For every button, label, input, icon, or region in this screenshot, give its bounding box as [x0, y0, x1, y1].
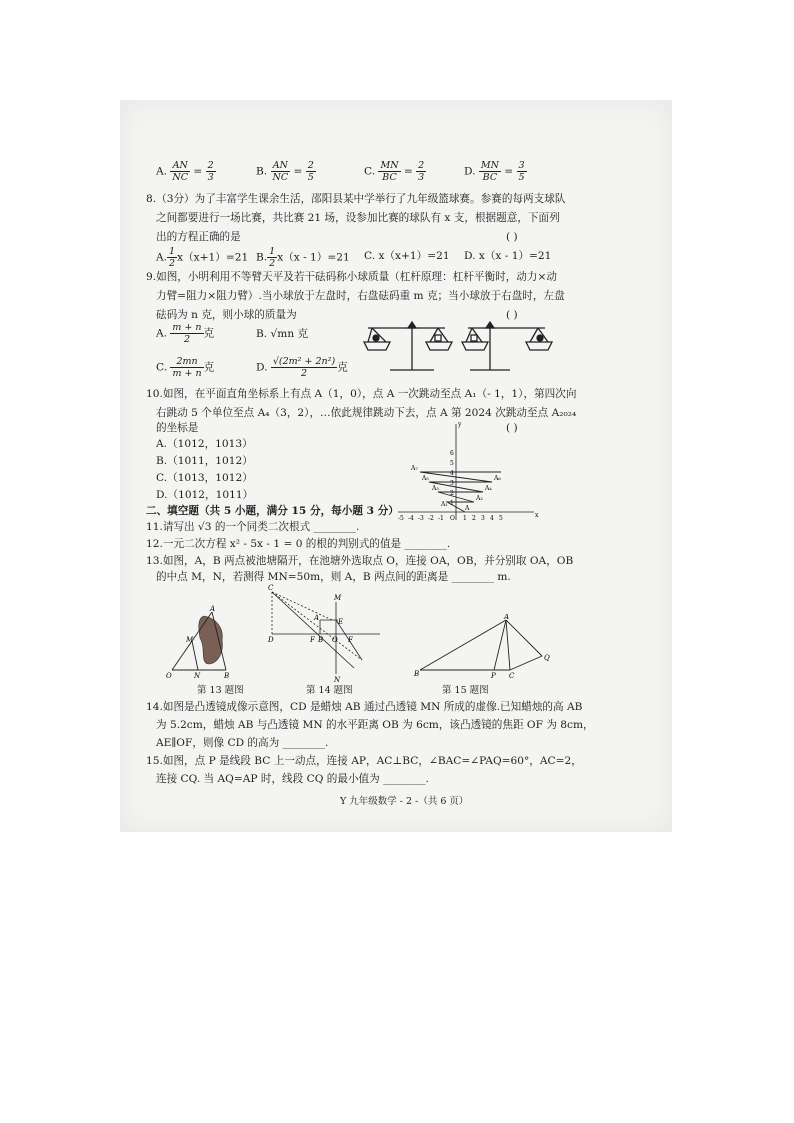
- q7-option-c: C. $\frac{MN}{BC}$ = $\frac{2}{3}$: [364, 160, 425, 183]
- q10-option-a: A.（1012，1013）: [156, 438, 253, 450]
- svg-text:E: E: [338, 618, 344, 626]
- q10-answer-paren: ( ): [506, 422, 518, 434]
- svg-text:F: F: [310, 636, 315, 644]
- svg-text:Q: Q: [544, 654, 550, 662]
- q10-option-d: D.（1012，1011）: [156, 489, 254, 501]
- svg-text:M: M: [334, 594, 342, 602]
- q11: 11.请写出 √3 的一个同类二次根式 ________.: [146, 521, 360, 533]
- y-tick: 5: [450, 460, 454, 467]
- q7-option-b: B. $\frac{AN}{NC}$ = $\frac{2}{5}$: [256, 160, 314, 183]
- figure-13: [160, 604, 250, 680]
- svg-text:P: P: [491, 672, 496, 680]
- svg-text:C: C: [268, 584, 274, 592]
- q12: 12.一元二次方程 x² - 5x - 1 = 0 的根的判别式的值是 ________.: [146, 538, 451, 550]
- q8-line-3: 出的方程正确的是: [156, 231, 241, 243]
- x-tick: 3: [481, 515, 485, 522]
- x-tick: 1: [463, 515, 467, 522]
- q8-option-b: B. $\frac{1}{2}$ x（x - 1）=21: [256, 246, 350, 269]
- figure-14-caption: 第 14 题图: [306, 685, 353, 696]
- figure-13-caption: 第 13 题图: [197, 685, 244, 696]
- x-tick: 5: [499, 515, 503, 522]
- y-tick: 3: [450, 480, 454, 487]
- svg-text:B: B: [318, 636, 324, 644]
- svg-text:A: A: [504, 614, 510, 621]
- q8-option-c: C. x（x+1）=21: [364, 250, 450, 262]
- q9-option-d: D. $\frac{\text{√(2m² + 2n²)}}{2}$ 克: [256, 356, 348, 379]
- svg-text:A: A: [210, 605, 216, 613]
- svg-text:O: O: [166, 672, 172, 680]
- coordinate-graph: [392, 420, 542, 524]
- q13-line-2: 的中点 M，N，若测得 MN=50m，则 A，B 两点间的距离是 ________ m.: [156, 571, 511, 583]
- svg-text:N: N: [194, 672, 201, 680]
- q9-option-b: B. √mn 克: [256, 328, 309, 340]
- svg-text:N: N: [334, 676, 341, 682]
- q14-line-2: 为 5.2cm，蜡烛 AB 与凸透镜 MN 的水平距离 OB 为 6cm，该凸透镜的焦距 OF 为 8cm，: [156, 719, 594, 731]
- page-footer: Y 九年级数学 - 2 -（共 6 页）: [340, 796, 469, 807]
- y-axis-label: y: [458, 421, 462, 428]
- balance-right: [462, 322, 552, 370]
- svg-text:O: O: [332, 636, 338, 644]
- svg-text:C: C: [509, 672, 515, 680]
- x-tick: 4: [490, 515, 494, 522]
- point-label: A₇: [411, 465, 418, 472]
- x-tick: -2: [428, 515, 434, 522]
- svg-text:B: B: [414, 670, 420, 678]
- q10-option-b: B.（1011，1012）: [156, 455, 253, 467]
- q10-option-c: C.（1013，1012）: [156, 472, 253, 484]
- q15-line-1: 15.如图，点 P 是线段 BC 上一动点，连接 AP，AC⊥BC，∠BAC=∠PAQ=60°，AC=2，: [146, 755, 582, 767]
- q8-line-1: 8.（3分）为了丰富学生课余生活，邵阳县某中学举行了九年级篮球赛。参赛的每两支球队: [146, 193, 566, 205]
- q9-line-3: 砝码为 n 克，则小球的质量为: [156, 309, 297, 321]
- point-label: A₂: [476, 495, 483, 502]
- q8-option-d: D. x（x - 1）=21: [464, 250, 552, 262]
- svg-text:M: M: [186, 636, 194, 644]
- q8-line-2: 之间都要进行一场比赛，共比赛 21 场，设参加比赛的球队有 x 支，根据题意，下面列: [156, 212, 560, 224]
- figure-15-caption: 第 15 题图: [442, 685, 489, 696]
- q9-line-2: 力臂=阻力×阻力臂）.当小球放于左盘时，右盘砝码重 m 克；当小球放于右盘时，左盘: [156, 290, 565, 302]
- x-axis-label: x: [535, 512, 539, 519]
- q8-answer-paren: ( ): [506, 231, 518, 243]
- point-label: A: [465, 505, 470, 512]
- q10-line-3: 的坐标是: [156, 422, 199, 434]
- y-tick: 6: [450, 450, 454, 457]
- figure-15: [414, 614, 554, 686]
- q15-line-2: 连接 CQ. 当 AQ=AP 时，线段 CQ 的最小值为 ________.: [156, 773, 429, 785]
- q13-line-1: 13.如图，A，B 两点被池塘隔开，在池塘外选取点 O，连接 OA，OB，并分别取 OA，OB: [146, 555, 574, 567]
- q7-option-a: A. $\frac{AN}{NC}$ = $\frac{2}{3}$: [156, 160, 214, 183]
- y-tick: 1: [450, 500, 454, 507]
- svg-text:A: A: [314, 614, 320, 622]
- section-2-heading: 二、填空题（共 5 小题，满分 15 分，每小题 3 分）: [146, 505, 399, 517]
- y-tick: 4: [450, 470, 454, 477]
- balance-left: [364, 322, 452, 370]
- x-tick: -4: [408, 515, 414, 522]
- q10-line-1: 10.如图，在平面直角坐标系上有点 A（1，0），点 A 一次跳动至点 A₁（- 1，1），第四次向: [146, 388, 577, 400]
- q8-option-a: A. $\frac{1}{2}$ x（x+1）=21: [156, 246, 249, 269]
- point-label: A₆: [494, 475, 501, 482]
- svg-text:F: F: [348, 636, 353, 644]
- q7-option-d: D. $\frac{MN}{BC}$ = $\frac{3}{5}$: [464, 160, 525, 183]
- balance-figure: [360, 318, 560, 380]
- x-tick: O: [450, 515, 455, 522]
- q10-line-2: 右跳动 5 个单位至点 A₄（3，2），…依此规律跳动下去，点 A 第 2024 次跳动至点 A₂₀₂₄: [156, 407, 577, 419]
- x-tick-labels: [398, 515, 503, 522]
- x-tick: 2: [472, 515, 476, 522]
- point-label: A₄: [485, 485, 492, 492]
- y-tick: 2: [450, 490, 454, 497]
- x-tick: -3: [418, 515, 424, 522]
- point-label: A₁: [441, 501, 448, 508]
- q9-option-a: A. $\frac{m + n}{2}$ 克: [156, 322, 215, 345]
- point-label: A₅: [422, 475, 429, 482]
- y-tick-labels: [450, 450, 454, 507]
- q9-answer-paren: ( ): [506, 309, 518, 321]
- q9-option-c: C. $\frac{2mn}{m + n}$ 克: [156, 356, 215, 379]
- point-label: A₃: [432, 485, 439, 492]
- svg-text:B: B: [224, 672, 230, 680]
- x-tick: -1: [438, 515, 444, 522]
- q9-line-1: 9.如图，小明利用不等臂天平及若干砝码称小球质量（杠杆原理：杠杆平衡时，动力×动: [146, 271, 557, 283]
- figure-14: [262, 584, 390, 682]
- x-tick: -5: [398, 515, 404, 522]
- svg-text:D: D: [268, 636, 274, 644]
- q14-line-3: AE∥OF，则像 CD 的高为 ________.: [156, 737, 329, 749]
- q14-line-1: 14.如图是凸透镜成像示意图，CD 是蜡烛 AB 通过凸透镜 MN 所成的虚像.已知蜡烛的高 AB: [146, 701, 583, 713]
